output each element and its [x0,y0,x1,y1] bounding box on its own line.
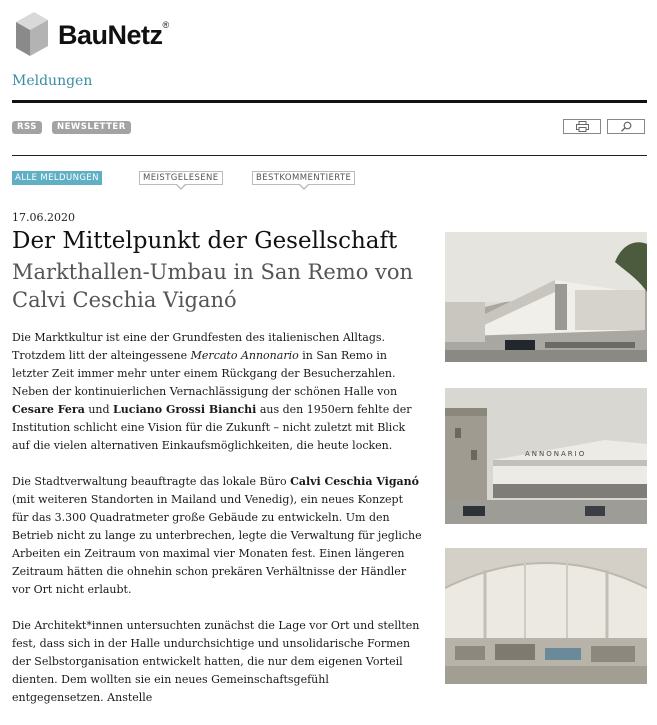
article-paragraph: Die Stadtverwaltung beauftragte das lokale Büro Calvi Ceschia Viganó (mit weiteren Standorten in Mailand und Venedig), ein neues Konzept für das 3.300 Quadratmeter große Gebäude zu entwickeln. Um den Betrieb nicht zu lange zu unterbrechen, legte die Verwaltung für jegliche Arbeiten ein Zeitraum von maximal vier Monaten fest. Einen längeren Zeitraum hätten die ohnehin schon prekären Verhältnisse der Händler vor Ort nicht erlaubt. [12,475,422,596]
caret-down-icon [176,185,186,190]
newsletter-button[interactable]: NEWSLETTER [52,121,131,134]
article-title: Der Mittelpunkt der Gesellschaft [12,228,398,254]
toolbar-divider [12,155,647,156]
architect-name: Cesare Fera [12,403,85,416]
italic-term: Mercato Annonario [190,349,299,362]
print-icon [576,121,589,132]
tab-label: BESTKOMMENTIERTE [256,173,352,183]
cube-icon [12,8,52,60]
caret-down-icon [299,185,309,190]
article-paragraph: Die Marktkultur ist eine der Grundfesten des italienischen Alltags. Trotzdem litt der alteingessene Mercato Annonario in San Remo in letzter Zeit immer mehr unter einem Rückgang der Besucherzahlen. Neben der kontinuierlichen Vernachlässigung der schönen Halle von Cesare Fera und Luciano Grossi Bianchi aus den 1950ern fehlte der Institution schlicht eine Vision für die Zukunft – nicht zuletzt mit Blick auf die vielen alternativen Einkaufsmöglichkeiten, die heute locken. [12,331,412,452]
baunetz-logo[interactable] [12,8,192,60]
tab-alle-meldungen[interactable]: ALLE MELDUNGEN [12,171,102,185]
market-hall-photo-exterior[interactable] [445,232,647,362]
search-button[interactable] [607,119,645,134]
article-date: 17.06.2020 [12,211,75,224]
search-icon [620,121,633,132]
tab-label: MEISTGELESENE [143,173,219,183]
print-button[interactable] [563,119,601,134]
photo-sign: ANNONARIO [525,450,587,458]
rss-button[interactable]: RSS [12,121,42,134]
tab-meistgelesene[interactable] [139,171,223,185]
article-body [12,329,422,725]
tab-bestkommentierte[interactable] [252,171,355,185]
architect-name: Luciano Grossi Bianchi [113,403,257,416]
market-hall-photo-interior[interactable] [445,548,647,684]
architect-office: Calvi Ceschia Viganó [290,475,419,488]
article-paragraph: Die Architekt*innen untersuchten zunächst die Lage vor Ort und stellten fest, dass sich in der Halle undurchsichtige und unsolidarische Formen der Selbstorganisation entwickelt hatten, die nur dem eigenen Vorteil dienten. Dem wollten sie ein neues Gemeinschaftsgefühl entgegensetzen. Anstelle [12,619,420,704]
market-hall-photo-street[interactable] [445,388,647,524]
header-divider [12,100,647,103]
brand-name: BauNetz® [58,20,169,50]
section-title[interactable]: Meldungen [12,73,93,89]
article-subtitle: Markthallen-Umbau in San Remo von Calvi Ceschia Viganó [12,260,414,312]
